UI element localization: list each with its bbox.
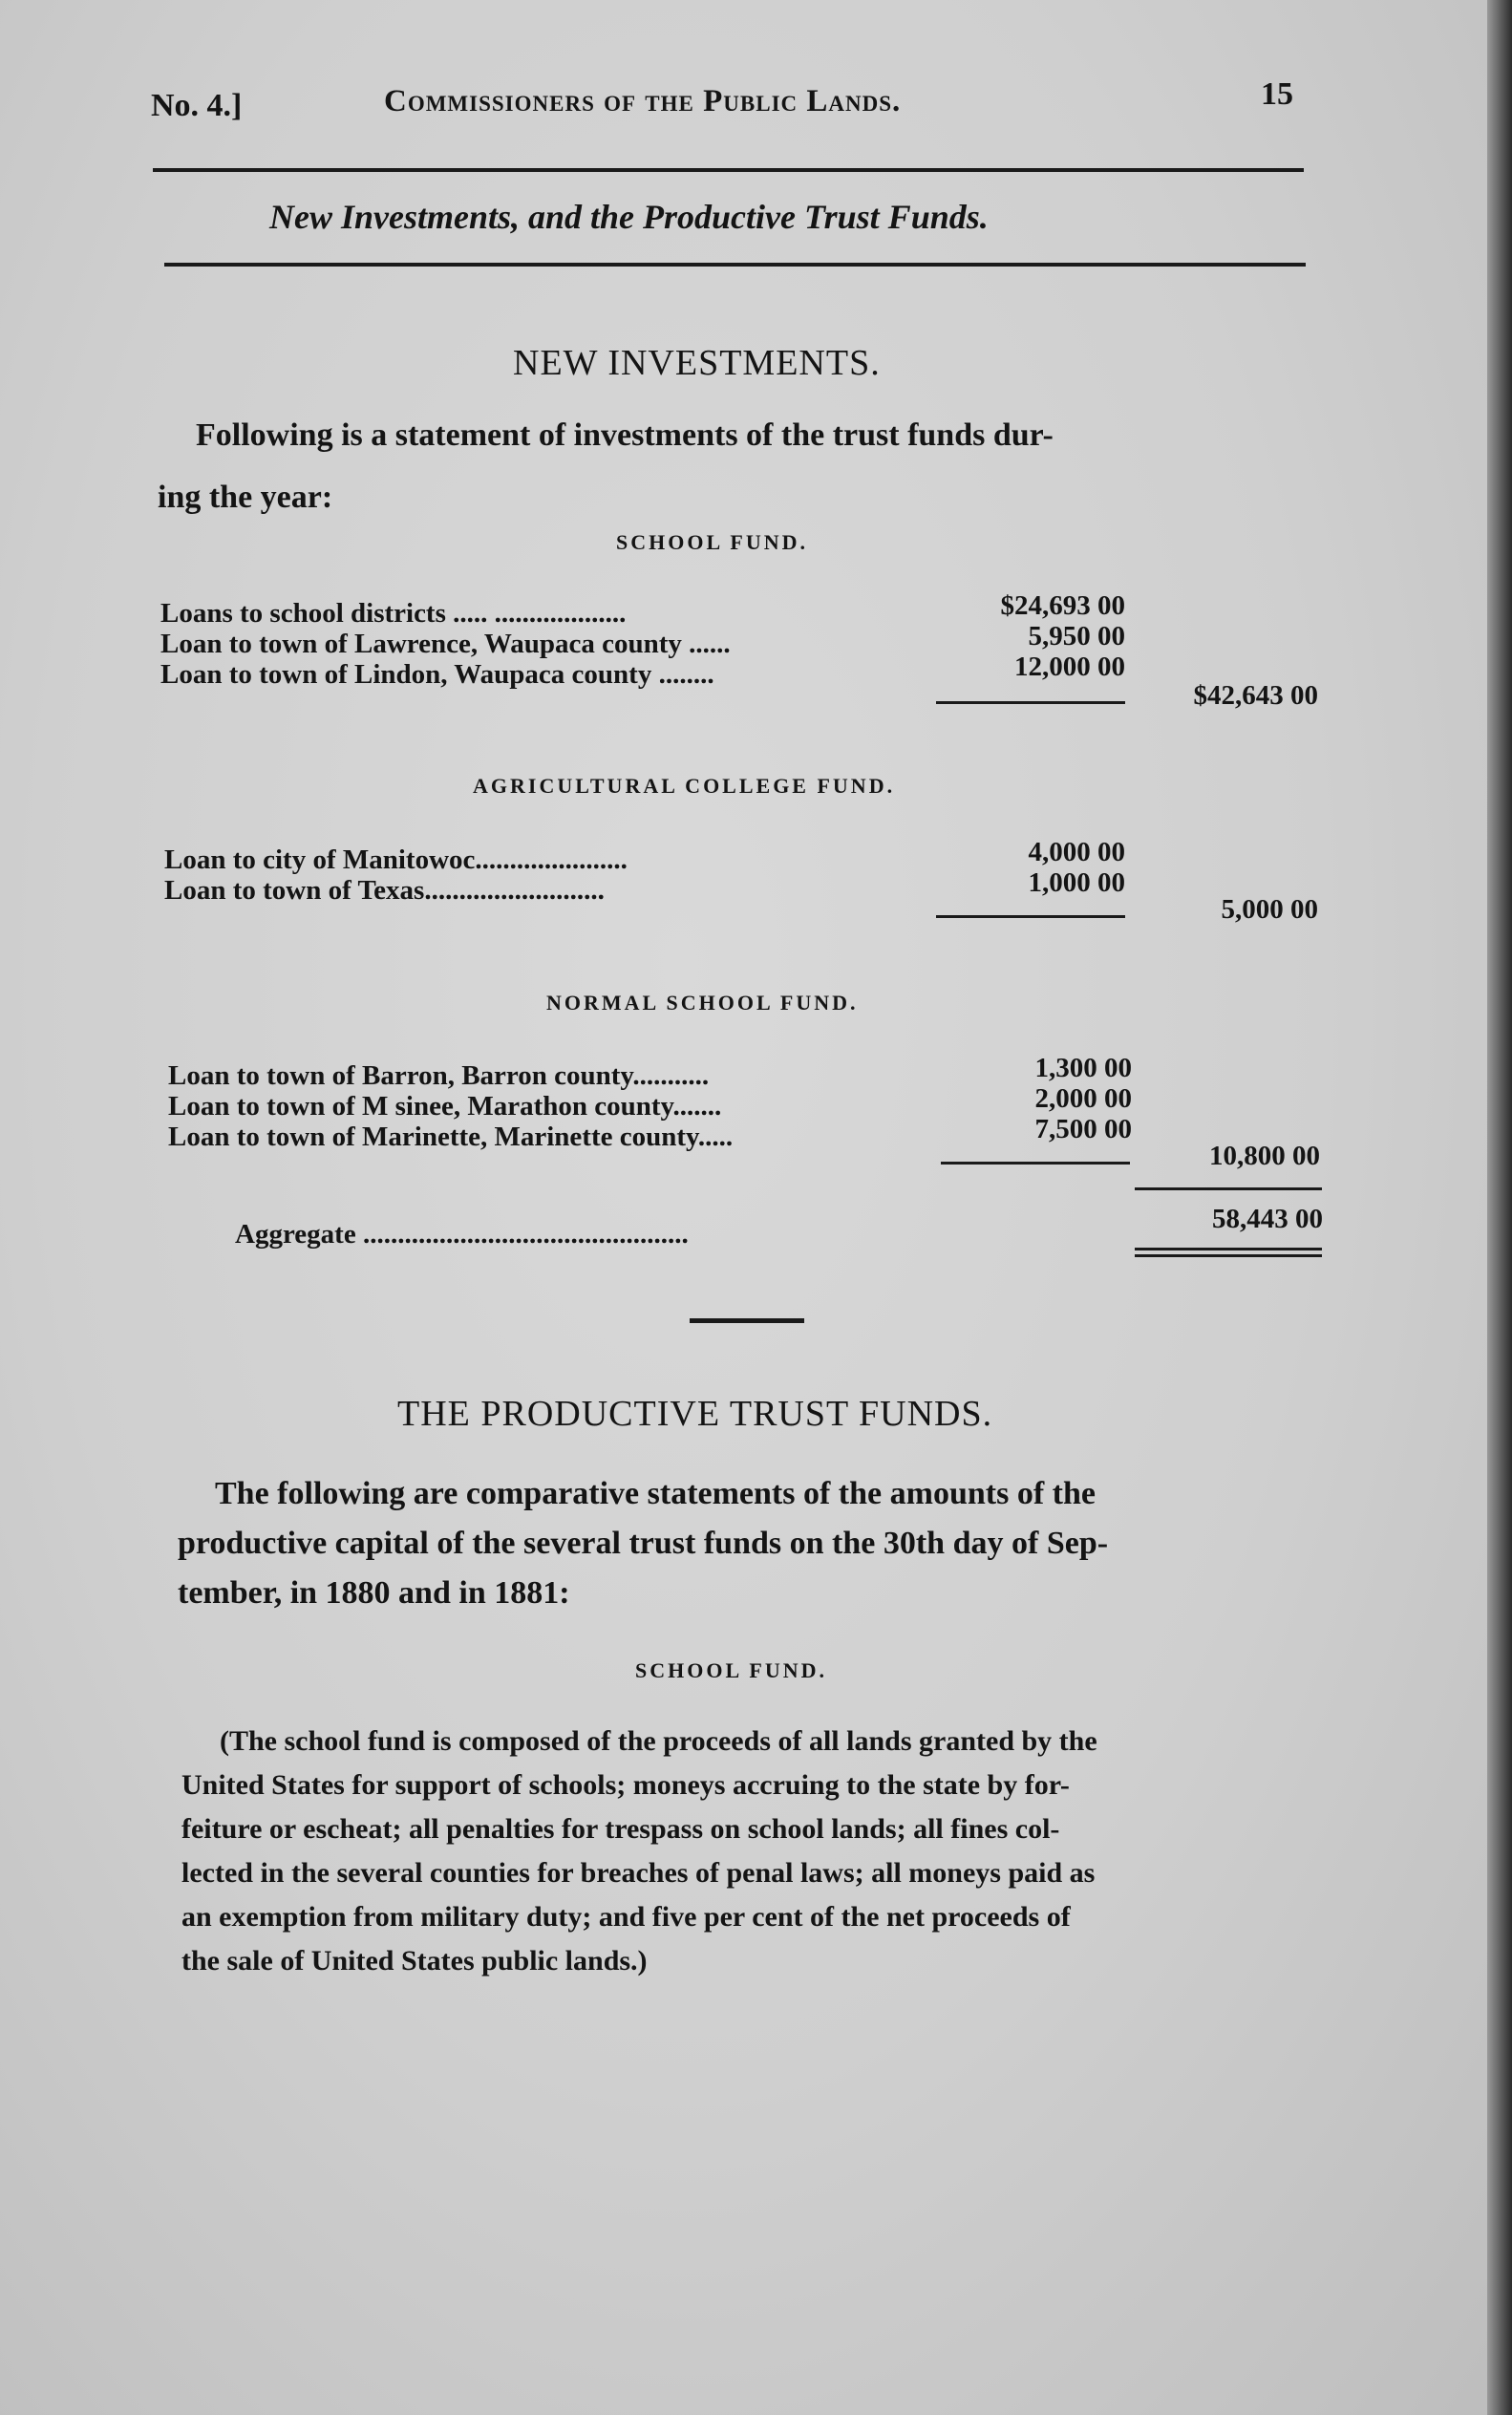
normal-fund-total: 10,800 00 — [1209, 1141, 1320, 1171]
ledger-row — [160, 598, 626, 629]
ledger-row-amount: $24,693 00 — [1000, 590, 1125, 621]
ledger-row-amount: 5,950 00 — [1028, 621, 1125, 652]
ledger-row — [160, 629, 731, 659]
aggregate-label: Aggregate ............................................... — [235, 1219, 689, 1250]
section-title-new-investments: NEW INVESTMENTS. — [513, 343, 881, 383]
ledger-row-label: Loan to town of M sinee, Marathon county....... — [168, 1091, 722, 1122]
page-number: 15 — [1261, 76, 1293, 112]
section-divider — [690, 1318, 804, 1323]
ledger-row-label: Loan to town of Barron, Barron county........... — [168, 1060, 710, 1091]
intro-line-2: ing the year: — [158, 480, 333, 515]
note-line-3: feiture or escheat; all penalties for trespass on school lands; all fines col- — [181, 1813, 1060, 1845]
header-rule — [153, 168, 1304, 172]
ledger-row — [168, 1060, 709, 1091]
ledger-row-label: Loan to city of Manitowoc...................... — [164, 844, 628, 875]
ledger-row — [164, 844, 628, 875]
school-fund-heading: SCHOOL FUND. — [616, 530, 809, 554]
note-line-4: lected in the several counties for breaches of penal laws; all moneys paid as — [181, 1857, 1096, 1889]
page-subtitle: New Investments, and the Productive Trust Funds. — [269, 198, 989, 236]
subtotal-rule — [936, 915, 1125, 918]
ledger-row — [168, 1122, 733, 1152]
ledger-row-label: Loan to town of Texas.......................... — [164, 875, 605, 906]
section-title-productive-funds: THE PRODUCTIVE TRUST FUNDS. — [397, 1394, 993, 1434]
ledger-row-amount: 12,000 00 — [1014, 652, 1125, 682]
note-line-6: the sale of United States public lands.) — [181, 1945, 648, 1977]
ledger-row — [160, 659, 714, 690]
ledger-row-label: Loan to town of Marinette, Marinette county..... — [168, 1122, 734, 1152]
productive-school-fund-heading: SCHOOL FUND. — [635, 1658, 828, 1682]
page-edge-shadow — [1487, 0, 1512, 2415]
ledger-row-label: Loan to town of Lawrence, Waupaca county ...... — [160, 629, 731, 659]
intro-line-1: Following is a statement of investments of the trust funds dur- — [196, 417, 1054, 453]
ledger-row-amount: 2,000 00 — [1034, 1083, 1132, 1114]
note-line-1: (The school fund is composed of the proceeds of all lands granted by the — [220, 1725, 1097, 1757]
ledger-row — [164, 875, 605, 906]
para-line-1: The following are comparative statements of the amounts of the — [215, 1476, 1096, 1511]
ledger-row — [168, 1091, 721, 1122]
header-title: Commissioners of the Public Lands. — [384, 84, 902, 118]
ledger-row-amount: 4,000 00 — [1028, 837, 1125, 867]
ledger-row-label: Loans to school districts ..... ................... — [160, 598, 627, 629]
note-line-5: an exemption from military duty; and five per cent of the net proceeds of — [181, 1901, 1071, 1933]
para-line-3: tember, in 1880 and in 1881: — [178, 1575, 570, 1611]
subtitle-rule — [164, 263, 1306, 267]
ledger-row-amount: 1,000 00 — [1028, 867, 1125, 898]
ledger-row-label: Loan to town of Lindon, Waupaca county ........ — [160, 659, 714, 690]
school-fund-total: $42,643 00 — [1193, 680, 1318, 711]
double-rule-bottom — [1135, 1254, 1322, 1257]
ledger-row-amount: 7,500 00 — [1034, 1114, 1132, 1144]
double-rule-top — [1135, 1248, 1322, 1250]
note-line-2: United States for support of schools; moneys accruing to the state by for- — [181, 1769, 1070, 1801]
agricultural-fund-total: 5,000 00 — [1221, 894, 1318, 925]
agricultural-fund-heading: AGRICULTURAL COLLEGE FUND. — [473, 774, 896, 798]
ledger-row-amount: 1,300 00 — [1034, 1053, 1132, 1083]
subtotal-rule — [936, 701, 1125, 704]
aggregate-row — [235, 1219, 689, 1250]
aggregate-amount: 58,443 00 — [1212, 1204, 1323, 1234]
subtotal-rule — [941, 1162, 1130, 1165]
para-line-2: productive capital of the several trust funds on the 30th day of Sep- — [178, 1526, 1109, 1561]
total-rule — [1135, 1187, 1322, 1190]
header-number: No. 4.] — [151, 88, 243, 123]
normal-fund-heading: NORMAL SCHOOL FUND. — [546, 991, 859, 1015]
